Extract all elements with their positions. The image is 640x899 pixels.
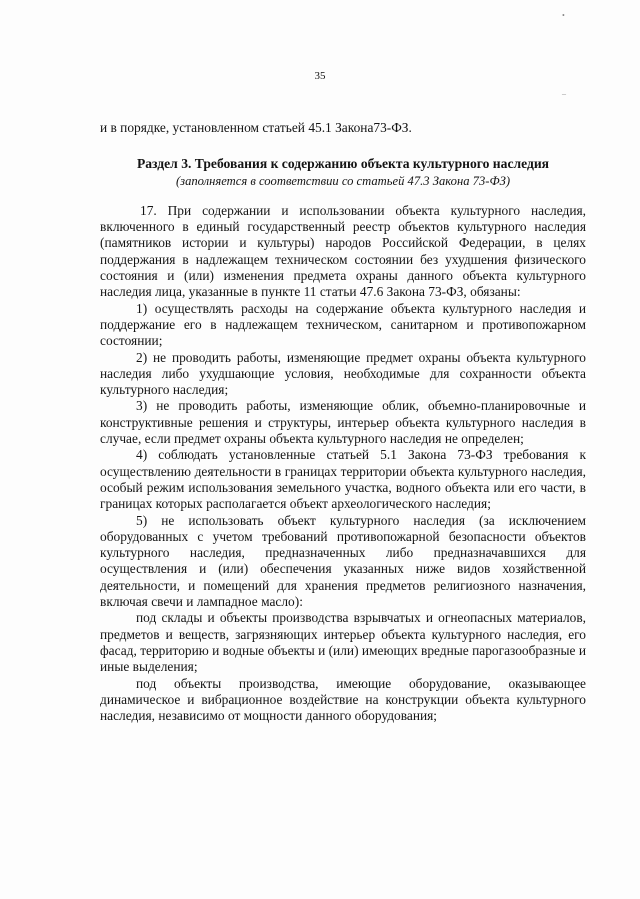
list-item-2: 2) не проводить работы, изменяющие предмет охраны объекта культурного наследия либо ухудшающие условия, необходимые для сохранности объекта культурного наследия; bbox=[100, 349, 586, 398]
section-subtitle: (заполняется в соответствии со статьей 47.3 Закона 73-ФЗ) bbox=[175, 173, 511, 188]
scan-speck-top: • bbox=[562, 11, 565, 20]
list-item-5: 5) не использовать объект культурного наследия (за исключением оборудованных с учетом требований противопожарной безопасности объектов культурного наследия, предназначенных либо предназначавшихся для осуществления и (или) обеспечения указанных ниже видов хозяйственной деятельности, и помещений для хранения предметов религиозного назначения, включая свечи и лампадное масло): bbox=[100, 512, 586, 610]
paragraph-17: 17. При содержании и использовании объекта культурного наследия, включенного в единый государственный реестр объектов культурного наследия (памятников истории и культуры) народов Российской Федерации, в целях поддержания в надлежащем техническом состоянии без ухудшения физического состояния и (или) изменения предмета охраны данного объекта культурного наследия лица, указанные в пункте 11 статьи 47.6 Закона 73-ФЗ, обязаны: bbox=[100, 202, 586, 300]
list-item-1: 1) осуществлять расходы на содержание объекта культурного наследия и поддержание его в надлежащем техническом, санитарном и противопожарном состоянии; bbox=[100, 300, 586, 349]
scan-speck-right: – bbox=[562, 89, 566, 98]
list-item-4: 4) соблюдать установленные статьей 5.1 Закона 73-ФЗ требования к осуществлению деятельности в границах территории объекта культурного наследия, особый режим использования земельного участка, водного объекта или его части, в границах которых располагается объект археологического наследия; bbox=[100, 447, 586, 512]
sub-item-warehouses: под склады и объекты производства взрывчатых и огнеопасных материалов, предметов и веществ, загрязняющих интерьер объекта культурного наследия, его фасад, территорию и водные объекты и (или) имеющих вредные парогазообразные и иные выделения; bbox=[100, 610, 586, 675]
continuation-line: и в порядке, установленном статьей 45.1 Закона73-ФЗ. bbox=[100, 120, 412, 135]
page-number: 35 bbox=[314, 70, 326, 82]
section-title: Раздел 3. Требования к содержанию объекта культурного наследия bbox=[136, 156, 550, 172]
sub-item-production: под объекты производства, имеющие оборудование, оказывающее динамическое и вибрационное воздействие на конструкции объекта культурного наследия, независимо от мощности данного оборудования; bbox=[100, 675, 586, 724]
document-body bbox=[100, 120, 586, 724]
list-item-3: 3) не проводить работы, изменяющие облик, объемно-планировочные и конструктивные решения и структуры, интерьер объекта культурного наследия в случае, если предмет охраны объекта культурного наследия не определен; bbox=[100, 398, 586, 447]
